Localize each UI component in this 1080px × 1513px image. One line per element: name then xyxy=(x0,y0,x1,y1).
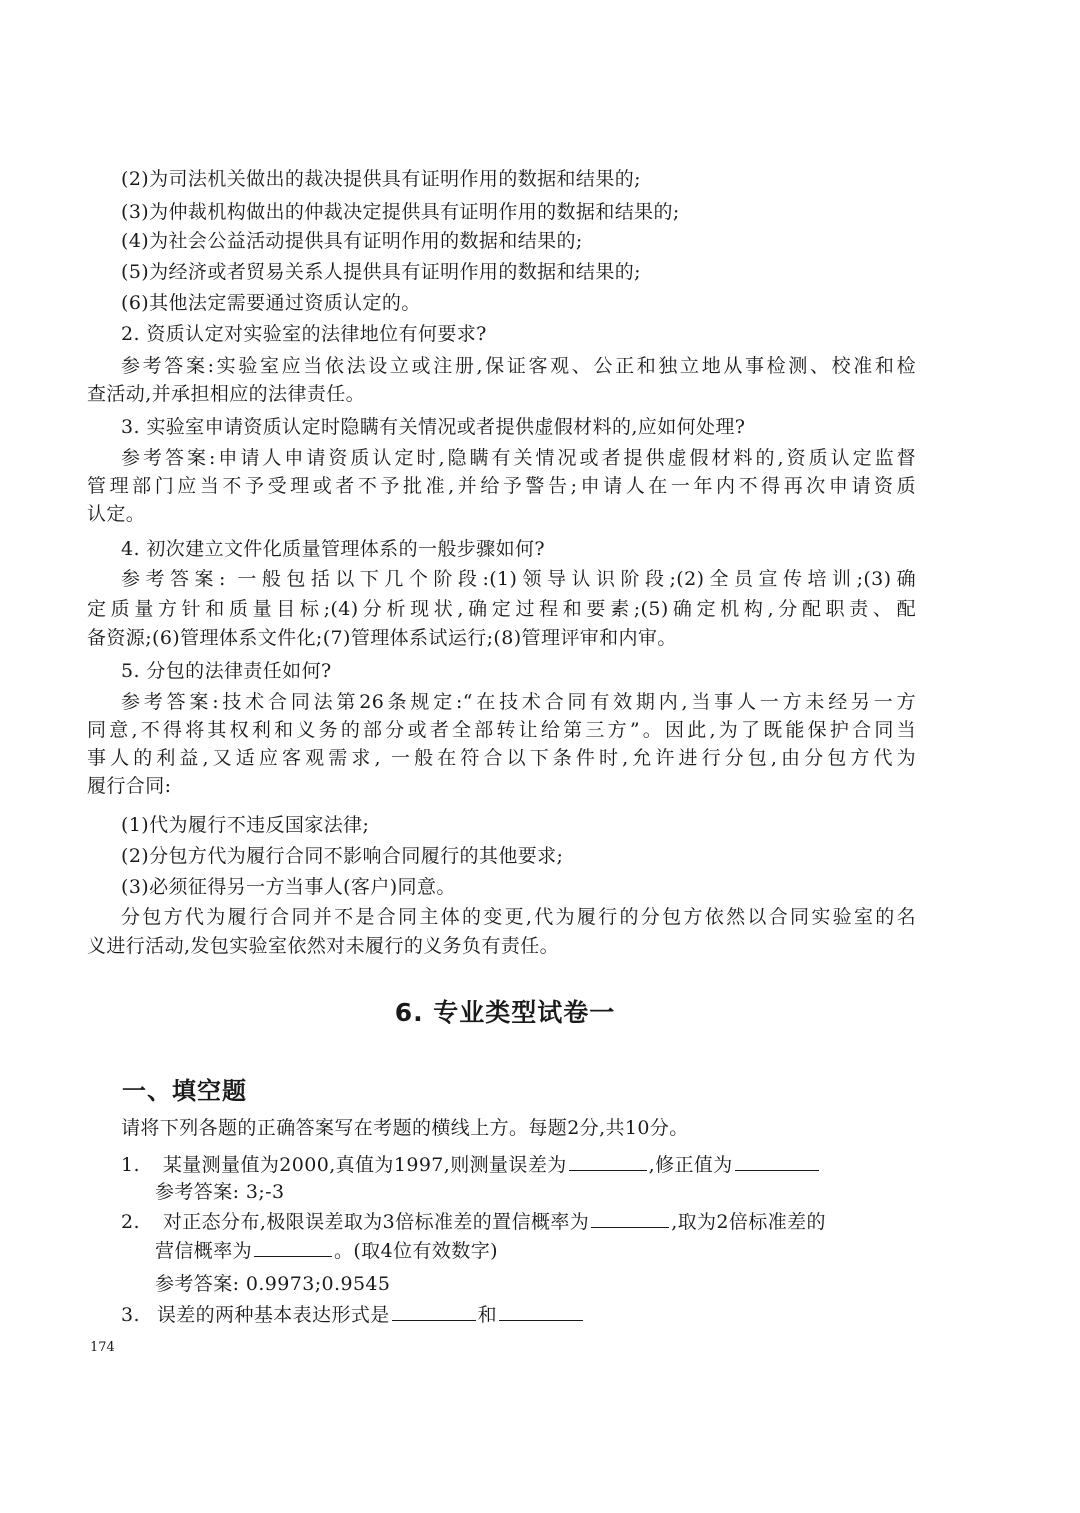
question-text: ,取为2倍标准差的 xyxy=(671,1211,826,1233)
question-number: 2. xyxy=(121,1211,140,1233)
part-title: 一、填空题 xyxy=(122,1077,247,1105)
answer-line: 事人的利益,又适应客观需求, 一般在符合以下条件时,允许进行分包,由分包方代为 xyxy=(87,747,916,769)
question-text: 和 xyxy=(477,1304,498,1326)
question-4: 4. 初次建立文件化质量管理体系的一般步骤如何? xyxy=(121,538,545,560)
answer-blank[interactable] xyxy=(499,1300,583,1321)
section-title: 6. 专业类型试卷一 xyxy=(394,998,616,1027)
condition-item: (3)必须征得另一方当事人(客户)同意。 xyxy=(121,876,456,898)
fill-answer-2: 参考答案: 0.9973;0.9545 xyxy=(155,1273,391,1295)
answer-blank[interactable] xyxy=(392,1300,476,1321)
condition-item: (2)分包方代为履行合同不影响合同履行的其他要求; xyxy=(121,845,564,867)
fill-question-1 xyxy=(121,1150,821,1179)
question-text: ,修正值为 xyxy=(648,1154,733,1176)
answer-line: 参考答案:申请人申请资质认定时,隐瞒有关情况或者提供虚假材料的,资质认定监督 xyxy=(121,447,916,469)
question-text: 某量测量值为2000,真值为1997,则测量误差为 xyxy=(162,1154,567,1176)
question-2: 2. 资质认定对实验室的法律地位有何要求? xyxy=(121,323,487,345)
question-text: 营信概率为 xyxy=(155,1240,253,1262)
answer-line: 同意,不得将其权利和义务的部分或者全部转让给第三方”。因此,为了既能保护合同当 xyxy=(87,719,916,741)
answer-line: 查活动,并承担相应的法律责任。 xyxy=(87,383,366,405)
answer-line: 参考答案:技术合同法第26条规定:“在技术合同有效期内,当事人一方未经另一方 xyxy=(121,691,916,713)
question-5: 5. 分包的法律责任如何? xyxy=(121,660,332,682)
answer-line: 认定。 xyxy=(87,503,146,525)
condition-item: (1)代为履行不违反国家法律; xyxy=(121,814,370,836)
list-item: (4)为社会公益活动提供具有证明作用的数据和结果的; xyxy=(121,230,583,252)
answer-blank[interactable] xyxy=(591,1207,669,1228)
fill-question-3 xyxy=(121,1300,585,1329)
answer-blank[interactable] xyxy=(735,1150,819,1171)
closing-line: 分包方代为履行合同并不是合同主体的变更,代为履行的分包方依然以合同实验室的名 xyxy=(121,906,916,928)
fill-question-2 xyxy=(121,1207,826,1236)
answer-blank[interactable] xyxy=(569,1150,647,1171)
answer-line: 参考答案:实验室应当依法设立或注册,保证客观、公正和独立地从事检测、校准和检 xyxy=(121,355,916,377)
answer-line: 管理部门应当不予受理或者不予批准,并给予警告;申请人在一年内不得再次申请资质 xyxy=(87,475,916,497)
answer-blank[interactable] xyxy=(254,1236,332,1257)
list-item: (2)为司法机关做出的裁决提供具有证明作用的数据和结果的; xyxy=(121,168,641,190)
answer-line: 备资源;(6)管理体系文件化;(7)管理体系试运行;(8)管理评审和内审。 xyxy=(87,627,677,649)
question-text: 对正态分布,极限误差取为3倍标准差的置信概率为 xyxy=(162,1211,590,1233)
answer-line: 参考答案: 一般包括以下几个阶段:(1)领导认识阶段;(2)全员宣传培训;(3)确 xyxy=(121,568,916,590)
answer-line: 定质量方针和质量目标;(4)分析现状,确定过程和要素;(5)确定机构,分配职责、配 xyxy=(87,598,916,620)
closing-line: 义进行活动,发包实验室依然对未履行的义务负有责任。 xyxy=(87,935,560,957)
list-item: (5)为经济或者贸易关系人提供具有证明作用的数据和结果的; xyxy=(121,261,641,283)
answer-line: 履行合同: xyxy=(87,775,172,797)
question-number: 3. xyxy=(121,1304,140,1326)
question-3: 3. 实验室申请资质认定时隐瞒有关情况或者提供虚假材料的,应如何处理? xyxy=(121,416,746,438)
list-item: (6)其他法定需要通过资质认定的。 xyxy=(121,292,421,314)
question-text: 误差的两种基本表达形式是 xyxy=(156,1304,390,1326)
fill-question-2-cont xyxy=(155,1236,498,1265)
question-text: 。(取4位有效数字) xyxy=(334,1240,498,1262)
question-number: 1. xyxy=(121,1154,140,1176)
fill-answer-1: 参考答案: 3;-3 xyxy=(155,1181,285,1203)
list-item: (3)为仲裁机构做出的仲裁决定提供具有证明作用的数据和结果的; xyxy=(121,201,680,223)
page-number: 174 xyxy=(90,1340,115,1355)
instructions: 请将下列各题的正确答案写在考题的横线上方。每题2分,共10分。 xyxy=(121,1117,689,1139)
